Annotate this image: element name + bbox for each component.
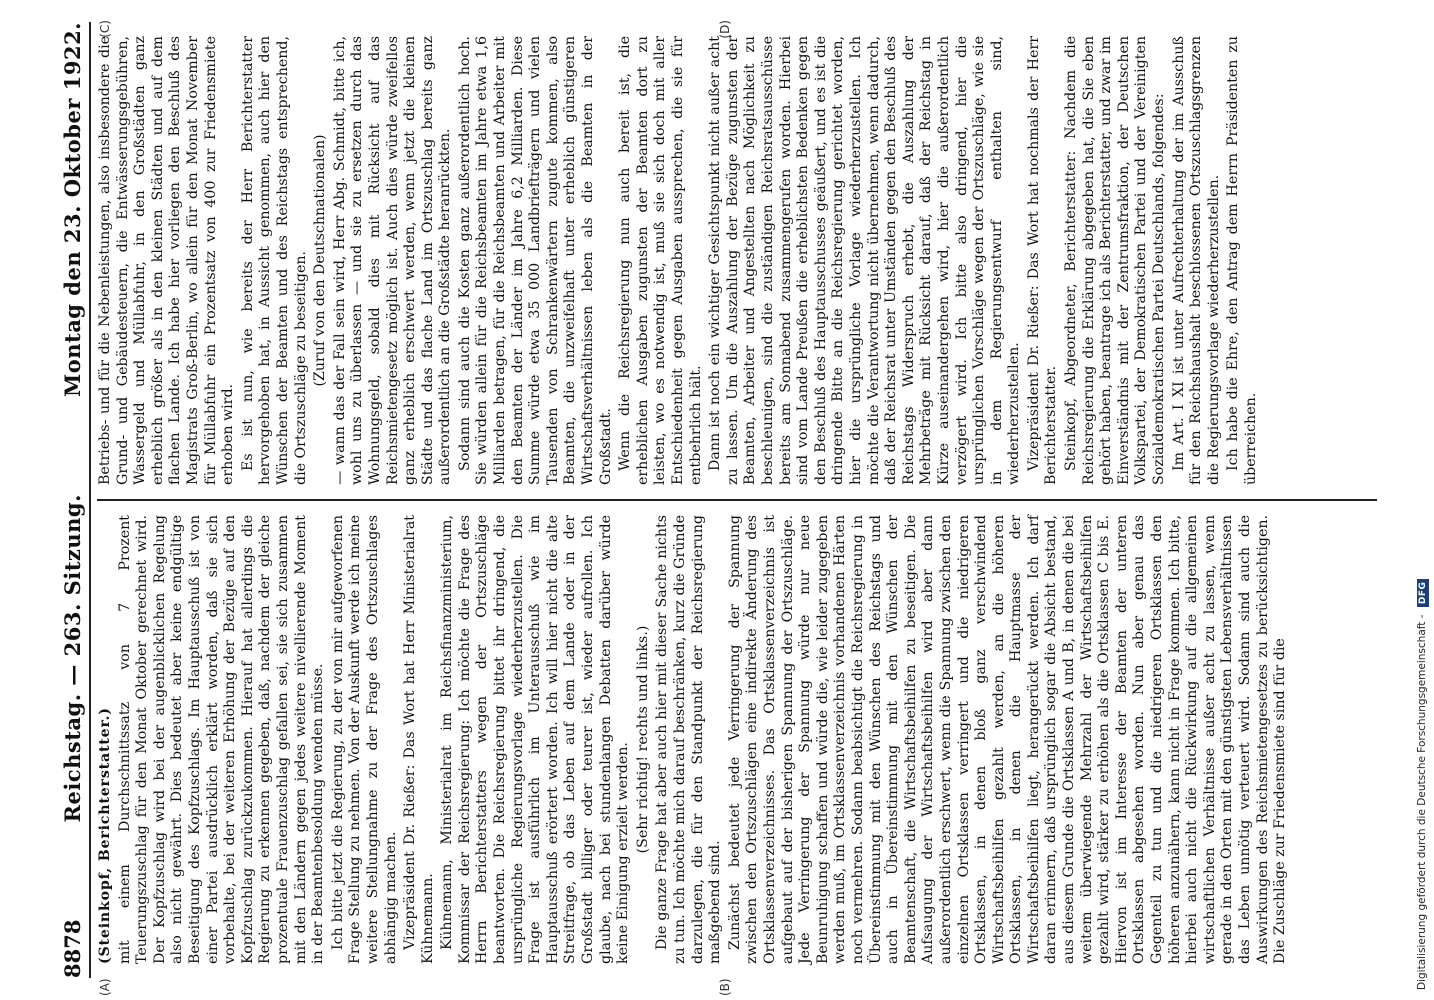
right-column (97, 22, 1377, 499)
session-date: Montag den 23. Oktober 1922. (60, 22, 85, 398)
paragraph: Betriebs- und für die Nebenleistungen, also insbesondere die Grund- und Gebäudesteuern, die Entwässerungsgebühren, Wassergeld und Müllabfuhr, in den Großstädten ganz erheblich größer als in den kleinen Städten und auf dem flachen Lande. Ich habe hier vorliegen den Beschluß des Magistrats Groß-Berlin, wo allein für den Monat November für Müllabfuhr ein Prozentsatz von 400 zur Friedensmiete erhoben wird. (97, 36, 237, 485)
paragraph: — wann das der Fall sein wird, Herr Abg. Schmidt, bitte ich, wohl uns zu überlassen — und sie zu ersetzen durch das Wohnungsgeld, sobald dies mit Rücksicht auf das Reichsmietengesetz möglich ist. Auch dies würde zweifellos ganz erheblich erschwert werden, wenn jetzt die kleinen Städte und das flache Land im Ortszuschlag bereits ganz außerordentlich an die Großstädte heranrückten. (331, 36, 454, 485)
margin-mark-b: (B) (718, 978, 732, 996)
margin-mark-d: (D) (718, 20, 732, 39)
funding-note-text: Digitalisierung gefördert durch die Deutsche Forschungsgemeinschaft - (1416, 614, 1428, 990)
speaker-head: (Steinkopf, Berichterstatter.) (97, 707, 113, 964)
margin-mark-c: (C) (98, 20, 112, 38)
paragraph: Die ganze Frage hat aber auch hier mit dieser Sache nichts zu tun. Ich möchte mich darauf beschränken, kurz die Gründe darzulegen, die für den Standpunkt der Reichsregierung maßgebend sind. (654, 515, 724, 964)
interjection: (Zuruf von den Deutschnationalen) (312, 134, 329, 387)
paragraph: Ich bitte jetzt die Regierung, zu der von mir aufgeworfenen Frage Stellung zu nehmen. Von der Auskunft werde ich meine weitere Stellungnahme zu der Frage des Ortszuschlages abhängig machen. (329, 515, 399, 964)
motion-text: Im Art. I XI ist unter Aufrechterhaltung der im Ausschuß für den Reichshaushalt beschlossenen Ortszuschlagsgrenzen die Regierungsvorlage wiederherzustellen. (1170, 36, 1222, 485)
margin-mark-a: (A) (98, 978, 112, 996)
funding-note (1412, 0, 1434, 1000)
left-column (97, 499, 1377, 996)
paragraph: Kühnemann, Ministerialrat im Reichsfinanzministerium, Kommissar der Reichsregierung: Ich möchte die Frage des Herrn Berichterstatters wegen der Ortszuschläge beantworten. Die Reichsregierung bittet ihr dringend, die ursprüngliche Regierungsvorlage wiederherzustellen. Die Frage ist ausführlich im Unterausschuß wie im Hauptausschuß erörtert worden. Ich will hier nicht die alte Streitfrage, ob das Leben auf dem Lande oder in der Großstadt billiger oder teurer ist, wieder aufrollen. Ich glaube, nach bei stundenlangen Debatten darüber würde keine Einigung erzielt werden. (439, 515, 632, 964)
paragraph: Vizepräsident Dr. Rießer: Das Wort hat Herr Ministerialrat Kühnemann. (402, 515, 436, 964)
page-number: 8878 (60, 919, 85, 978)
paragraph: Steinkopf, Abgeordneter, Berichterstatter: Nachdem die Reichsregierung die Erklärung abgegeben hat, die Sie eben gehört haben, beantrage ich als Berichterstatter, und zwar im Einverständnis mit der Zentrumsfraktion, der Deutschen Volkspartei, der Demokratischen Partei und der Vereinigten Sozialdemokratischen Partei Deutschlands, folgendes: (1063, 36, 1168, 485)
paragraph: Dann ist noch ein wichtiger Gesichtspunkt nicht außer acht zu lassen. Um die Auszahlung der Bezüge zugunsten der Beamten, Arbeiter und Angestellten nach Möglichkeit zu beschleunigen, sind die zuständigen Reichsratsausschüsse bereits am Sonnabend zusammengerufen worden. Hierbei sind vom Lande Preußen die erheblichsten Bedenken gegen den Beschluß des Hauptausschusses geäußert, und es ist die dringende Bitte an die Reichsregierung gerichtet worden, hier die ursprüngliche Vorlage wiederherzustellen. Ich möchte die Verantwortung nicht übernehmen, wenn dadurch, daß der Reichsrat unter Umständen gegen den Beschluß des Reichstags Widerspruch erhebt, die Auszahlung der Mehrbeträge mit Rücksicht darauf, daß der Reichstag in Kürze auseinandergehen wird, hier die außerordentlich verzögert wird. Ich bitte also dringend, hier die ursprünglichen Vorschläge wegen der Ortszuschläge, wie sie in dem Regierungsentwurf enthalten sind, wiederherzustellen. (707, 36, 1023, 485)
paragraph: Ich habe die Ehre, den Antrag dem Herrn Präsidenten zu überreichen. (1225, 36, 1259, 485)
text-columns (97, 20, 1377, 996)
dfg-logo: DFG (1417, 579, 1429, 608)
paragraph: Vizepräsident Dr. Rießer: Das Wort hat nochmals der Herr Berichterstatter. (1025, 36, 1060, 485)
paragraph: Zunächst bedeutet jede Verringerung der Spannung zwischen den Ortszuschlägen eine indirekte Änderung des Ortsklassenverzeichnisses. Das Ortsklassenverzeichnis ist aufgebaut auf der bisherigen Spannung der Ortszuschläge. Jede Verringerung der Spannung würde nur neue Beunruhigung schaffen und würde die, wie leider zugegeben werden muß, im Ortsklassenverzeichnis vorhandenen Härten noch vermehren. Sodann beabsichtigt die Reichsregierung in Übereinstimmung mit den Wünschen des Reichstags und auch in Übereinstimmung mit den Wünschen der Beamtenschaft, die Wirtschaftsbeihilfen zu beseitigen. Die Aufsaugung der Wirtschaftsbeihilfen wird aber dann außerordentlich erschwert, wenn die Spannung zwischen den einzelnen Ortsklassen verringert und die niedrigeren Ortsklassen, in denen bloß ganz verschwindend Wirtschaftsbeihilfen gezahlt werden, an die höheren Ortsklassen, in denen die Hauptmasse der Wirtschaftsbeihilfen liegt, herangerückt werden. Ich darf daran erinnern, daß ursprünglich sogar die Absicht bestand, aus diesem Grunde die Ortsklassen A und B, in denen die bei weitem überwiegende Mehrzahl der Wirtschaftsbeihilfen gezahlt wird, stärker zu erhöhen als die Ortsklassen C bis E. Hiervon ist im Interesse der Beamten der unteren Ortsklassen abgesehen worden. Nun aber genau das Gegenteil zu tun und die niedrigeren Ortsklassen den höheren anzunähern, kann nicht in Frage kommen. Ich bitte, hierbei auch nicht die Rückwirkung auf die allgemeinen wirtschaftlichen Verhältnisse außer acht zu lassen, wenn gerade in den Orten mit den günstigsten Lebensverhältnissen das Leben unnötig verteuert wird. Sodann sind auch die Auswirkungen des Reichsmietengesetzes zu berücksichtigen. Die Zuschläge zur Friedensmiete sind für die (726, 515, 1289, 964)
paragraph: Sodann sind auch die Kosten ganz außerordentlich hoch. Sie würden allein für die Reichsbeamten im Jahre etwa 1,6 Milliarden betragen, für die Reichsbeamten und Arbeiter mit den Beamten der Länder im Jahre 6,2 Milliarden. Diese Summe würde etwa 35 000 Landbriefträgern und vielen Tausenden von Schrankenwärtern zugute kommen, also Beamten, die unzweifelhaft unter erheblich günstigeren Wirtschaftsverhältnissen leben als die Beamten in der Großstadt. (456, 36, 614, 485)
interjection: (Sehr richtig! rechts und links.) (634, 625, 651, 854)
session-title: Reichstag. — 263. Sitzung. (60, 494, 85, 823)
paragraph: Wenn die Reichsregierung nun auch bereit ist, die erheblichen Ausgaben zugunsten der Beamten dort zu leisten, wo es notwendig ist, muß sie sich doch mit aller Entschiedenheit gegen Ausgaben aussprechen, die sie für entbehrlich hält. (617, 36, 704, 485)
page-header (60, 22, 91, 978)
document-page (40, 0, 1400, 1000)
paragraph: Es ist nun, wie bereits der Herr Berichterstatter hervorgehoben hat, in Aussicht genommen, auch hier den Wünschen der Beamten und des Reichstags entsprechend, die Ortszuschläge zu beseitigen. (239, 36, 309, 485)
paragraph: mit einem Durchschnittssatz von 7 Prozent Teuerungszuschlag für den Monat Oktober gerechnet wird. Der Kopfzuschlag wird bei der augenblicklichen Regelung also nicht gewährt. Dies bedeutet aber keine endgültige Beseitigung des Kopfzuschlags. Im Hauptausschuß ist von einer Partei ausdrücklich erklärt worden, daß sie sich vorbehalte, bei der weiteren Erhöhung der Bezüge auf den Kopfzuschlag zurückzukommen. Hierauf hat allerdings die Regierung zu erkennen gegeben, daß, nachdem der gleiche prozentuale Frauenzuschlag gefallen sei, sie sich zusammen mit den Ländern gegen jedes weitere nivellierende Moment in der Beamtenbesoldung wenden müsse. (116, 515, 327, 964)
